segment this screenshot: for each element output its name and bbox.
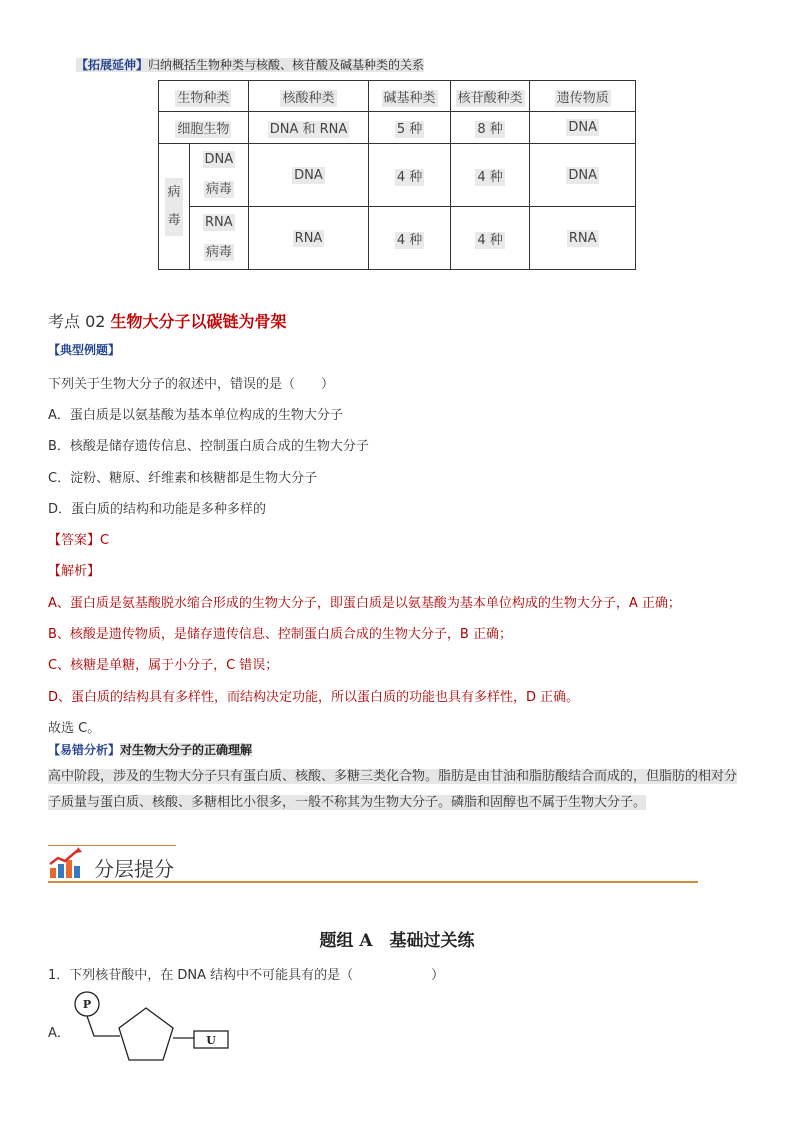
- table-cell: DNA: [248, 144, 368, 207]
- answer-value: C: [100, 533, 110, 548]
- extension-tag: 【拓展延伸】: [76, 58, 149, 72]
- example-tag: 【典型例题】: [48, 343, 121, 357]
- extension-text: 归纳概括生物种类与核酸、核苷酸及碱基种类的关系: [148, 58, 425, 72]
- analysis-line: C、核糖是单糖，属于小分子，C 错误；: [48, 658, 279, 673]
- table-cell: DNA 病毒: [189, 144, 248, 207]
- table-cell: 5 种: [369, 112, 451, 144]
- bar-chart-trend-icon: [48, 846, 84, 880]
- table-header: 碱基种类: [369, 81, 451, 112]
- section-rule: [48, 881, 698, 883]
- analysis-line: B、核酸是遗传物质，是储存遗传信息、控制蛋白质合成的生物大分子，B 正确；: [48, 627, 512, 642]
- table-header: 遗传物质: [530, 81, 636, 112]
- table-header: 核苷酸种类: [450, 81, 530, 112]
- analysis-tag: 【解析】: [48, 564, 101, 579]
- base-label: U: [206, 1034, 216, 1047]
- kaodian-title: [48, 309, 287, 332]
- table-header: 核酸种类: [248, 81, 368, 112]
- table-cell: 8 种: [450, 112, 530, 144]
- mistake-body: 高中阶段，涉及的生物大分子只有蛋白质、核酸、多糖三类化合物。脂肪是由甘油和脂肪酸结合而成的，但脂肪的相对分子质量与蛋白质、核酸、多糖相比小很多，一般不称其为生物大分子。磷脂和固醇也不属于生物大分子。: [48, 769, 738, 810]
- table-cell: RNA: [248, 207, 368, 270]
- question1-option-a-label: A．: [48, 1026, 70, 1041]
- conclusion: 故选 C。: [48, 721, 101, 736]
- table-cell: 4 种: [450, 144, 530, 207]
- analysis-line: D、蛋白质的结构具有多样性，而结构决定功能，所以蛋白质的功能也具有多样性，D 正确。: [48, 690, 580, 705]
- section-title: 分层提分: [94, 857, 174, 881]
- mistake-tag: 【易错分析】: [48, 743, 121, 757]
- example-question: 下列关于生物大分子的叙述中，错误的是（ ）: [48, 377, 335, 392]
- mistake-title: 对生物大分子的正确理解: [120, 743, 253, 757]
- table-cell: 4 种: [450, 207, 530, 270]
- table-cell: 4 种: [369, 207, 451, 270]
- table-header: 生物种类: [159, 81, 249, 112]
- table-row: [159, 112, 636, 144]
- option-c: C．淀粉、糖原、纤维素和核糖都是生物大分子: [48, 471, 318, 486]
- table-cell: 4 种: [369, 144, 451, 207]
- virus-label: 病毒: [165, 178, 183, 236]
- table-cell: DNA: [530, 112, 636, 144]
- table-row: [159, 144, 636, 207]
- table-header-row: [159, 81, 636, 112]
- question1-stem: 1．下列核苷酸中，在 DNA 结构中不可能具有的是（ ）: [48, 968, 445, 983]
- answer-line: [48, 529, 109, 548]
- option-d: D．蛋白质的结构和功能是多种多样的: [48, 502, 267, 517]
- table-cell: DNA: [530, 144, 636, 207]
- table-cell: DNA 和 RNA: [248, 112, 368, 144]
- nucleotide-diagram: [66, 990, 246, 1080]
- phosphate-label: P: [82, 998, 92, 1011]
- answer-tag: 【答案】: [48, 533, 101, 548]
- organism-nucleic-acid-table: [158, 80, 636, 270]
- option-a: A．蛋白质是以氨基酸为基本单位构成的生物大分子: [48, 408, 343, 423]
- virus-label-cell: [159, 144, 190, 270]
- kaodian-name: 生物大分子以碳链为骨架: [110, 312, 287, 331]
- table-row: [159, 207, 636, 270]
- table-cell: RNA: [530, 207, 636, 270]
- pentose-ring: [119, 1008, 173, 1060]
- table-cell: 细胞生物: [159, 112, 249, 144]
- mistake-heading: [48, 741, 252, 758]
- option-b: B．核酸是储存遗传信息、控制蛋白质合成的生物大分子: [48, 439, 369, 454]
- kaodian-number: 考点 02: [48, 312, 106, 331]
- group-title: 题组 A 基础过关练: [319, 931, 475, 951]
- analysis-line: A、蛋白质是氨基酸脱水缩合形成的生物大分子，即蛋白质是以氨基酸为基本单位构成的生物大分子，A 正确；: [48, 596, 681, 611]
- extension-heading: [76, 56, 424, 73]
- table-cell: RNA 病毒: [189, 207, 248, 270]
